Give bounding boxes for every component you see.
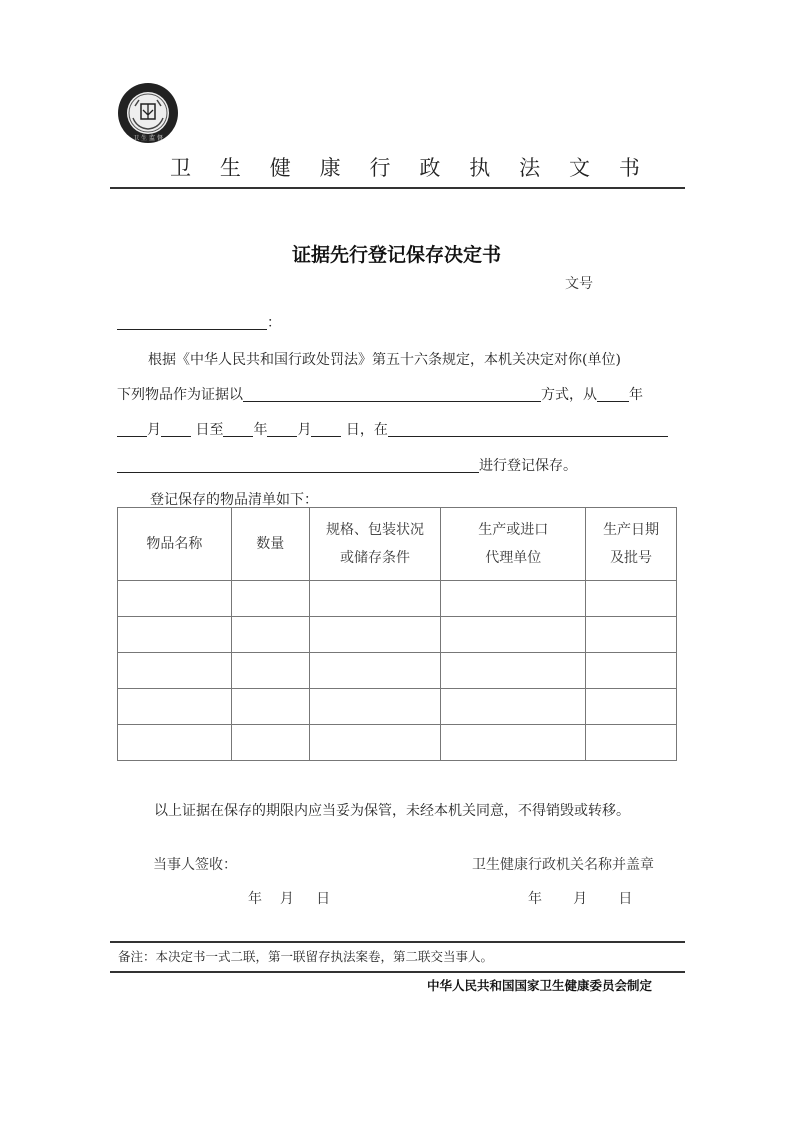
document-title: 证据先行登记保存决定书	[291, 244, 501, 266]
header-char: 书	[618, 156, 640, 180]
table-cell[interactable]	[118, 689, 232, 725]
table-cell[interactable]	[441, 653, 586, 689]
header-char: 执	[469, 156, 491, 180]
header-char: 法	[519, 156, 541, 180]
table-cell[interactable]	[231, 725, 309, 761]
start-day-field[interactable]	[161, 422, 191, 437]
table-cell[interactable]	[118, 653, 232, 689]
custody-notice: 以上证据在保存的期限内应当妥为保管，未经本机关同意，不得销毁或转移。	[154, 803, 630, 819]
end-day-field[interactable]	[311, 422, 341, 437]
party-sign-label: 当事人签收：	[153, 857, 237, 873]
header-char: 生	[219, 156, 241, 180]
end-month-field[interactable]	[267, 422, 297, 437]
table-cell[interactable]	[441, 581, 586, 617]
footer-divider-top	[110, 941, 685, 943]
addressee-field[interactable]	[117, 315, 267, 330]
items-table	[117, 507, 677, 761]
table-cell[interactable]	[118, 617, 232, 653]
header-char: 康	[319, 156, 341, 180]
table-cell[interactable]	[586, 689, 677, 725]
header-title	[170, 152, 640, 182]
party-sign-date: 年 月 日	[248, 891, 331, 907]
addressee-line: ：	[117, 312, 281, 332]
table-cell[interactable]	[231, 581, 309, 617]
table-cell[interactable]	[586, 725, 677, 761]
table-cell[interactable]	[441, 617, 586, 653]
table-cell[interactable]	[118, 581, 232, 617]
col-header-manufacturer: 生产或进口 代理单位	[441, 508, 586, 581]
table-cell[interactable]	[309, 689, 441, 725]
start-month-field[interactable]	[117, 422, 147, 437]
paragraph-line-1: 根据《中华人民共和国行政处罚法》第五十六条规定，本机关决定对你(单位)	[148, 352, 621, 368]
table-cell[interactable]	[309, 617, 441, 653]
col-header-date-batch: 生产日期 及批号	[586, 508, 677, 581]
table-row	[118, 689, 677, 725]
method-field[interactable]	[243, 387, 541, 402]
table-row	[118, 653, 677, 689]
paragraph-line-3: 月 日至 年 月 日，在	[117, 419, 668, 439]
table-cell[interactable]	[118, 725, 232, 761]
location-field-continued[interactable]	[117, 458, 479, 473]
header-char: 健	[269, 156, 291, 180]
table-cell[interactable]	[231, 689, 309, 725]
doc-number-label: 文号	[565, 276, 593, 292]
svg-text:卫 生 监 督: 卫 生 监 督	[133, 135, 163, 142]
agency-seal-label: 卫生健康行政机关名称并盖章	[472, 857, 654, 873]
paragraph-line-2: 下列物品作为证据以 方式，从 年	[117, 387, 643, 403]
table-row	[118, 581, 677, 617]
header-char: 文	[569, 156, 590, 180]
table-cell[interactable]	[441, 689, 586, 725]
location-field[interactable]	[388, 422, 668, 437]
agency-seal-date: 年 月 日	[528, 891, 633, 907]
footer-note: 备注：本决定书一式二联，第一联留存执法案卷，第二联交当事人。	[118, 949, 494, 964]
table-cell[interactable]	[586, 581, 677, 617]
paragraph-line-4: 进行登记保存。	[117, 455, 577, 475]
start-year-field[interactable]	[597, 387, 629, 402]
table-cell[interactable]	[231, 653, 309, 689]
table-cell[interactable]	[231, 617, 309, 653]
end-year-field[interactable]	[223, 422, 253, 437]
table-header-row	[118, 508, 677, 581]
footer-divider-bottom	[110, 971, 685, 973]
header-char: 卫	[170, 156, 191, 180]
table-cell[interactable]	[586, 653, 677, 689]
list-intro: 登记保存的物品清单如下：	[150, 492, 318, 508]
header-char: 政	[419, 156, 441, 180]
col-header-quantity: 数量	[231, 508, 309, 581]
table-cell[interactable]	[309, 653, 441, 689]
table-cell[interactable]	[441, 725, 586, 761]
health-inspection-emblem-icon	[117, 82, 179, 144]
col-header-spec: 规格、包装状况 或储存条件	[309, 508, 441, 581]
header-char: 行	[369, 156, 391, 180]
table-row	[118, 617, 677, 653]
header-divider	[110, 187, 685, 189]
table-cell[interactable]	[586, 617, 677, 653]
table-row	[118, 725, 677, 761]
table-cell[interactable]	[309, 725, 441, 761]
table-cell[interactable]	[309, 581, 441, 617]
issuer-label: 中华人民共和国国家卫生健康委员会制定	[427, 978, 653, 993]
col-header-item-name: 物品名称	[118, 508, 232, 581]
